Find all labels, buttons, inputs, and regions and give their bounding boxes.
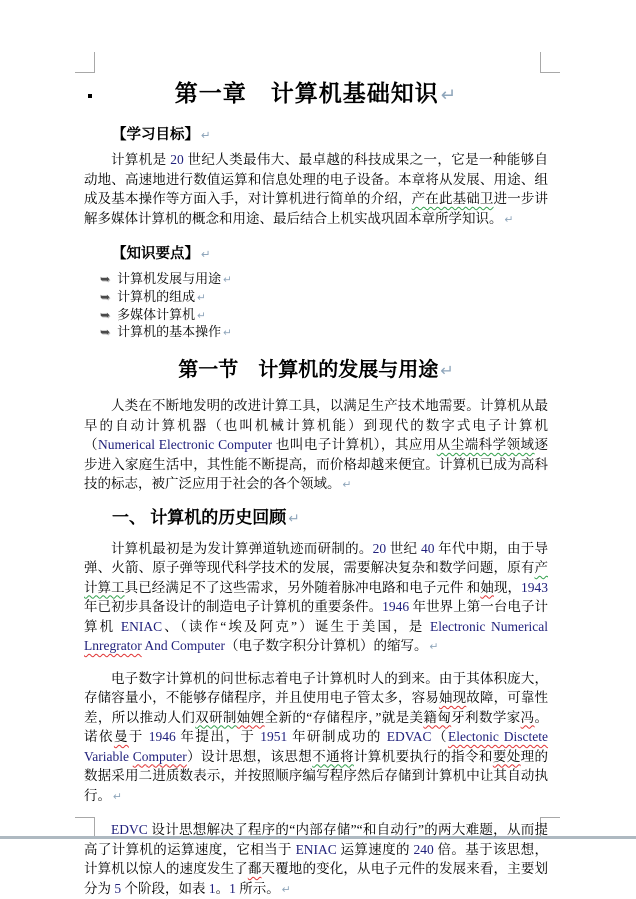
text-segment: ）设计思想，该思想	[186, 748, 313, 764]
text-segment: 1946	[148, 729, 176, 745]
text-segment: 倍。基于该思想，计算机以惊人的速度发生了	[84, 841, 549, 877]
text-segment: Variable	[84, 748, 133, 764]
arrow-bullet-icon: ➥	[100, 325, 111, 340]
text-segment: 。诺依	[84, 709, 549, 745]
list-item-text: 多媒体计算机	[117, 306, 196, 322]
text-segment: 妯现	[438, 690, 467, 706]
text-segment: 牙利数学家	[451, 709, 521, 725]
text-segment: 理的数据采用二进质数表示，并按照顺序编写程序然后存储到计算机中让其自动执行。	[84, 748, 549, 803]
text-segment: 年世界上第一台电子计算机	[84, 599, 549, 634]
text-segment: 双研制	[195, 709, 237, 725]
paragraph-mark: ↵	[201, 247, 211, 261]
key-points-list	[84, 271, 548, 342]
text-segment: 产在此基础卫	[411, 191, 494, 206]
paragraph-development[interactable]	[84, 396, 548, 495]
paragraph-mark: ↵	[288, 510, 300, 527]
paragraph-intro[interactable]	[84, 150, 548, 229]
text-segment: 年代中期，由于导弹、火箭、原子弹等现代科学技术的发展，需要解决复杂和数学问题，原有	[84, 540, 549, 576]
text-segment: 计算机最初是为发计算弹道轨迹而研制的。	[111, 540, 373, 556]
text-segment: Electonic Disctete	[447, 729, 549, 745]
text-segment: 年提出，于	[175, 729, 261, 745]
text-segment: 产计算工	[84, 560, 548, 595]
text-segment: 年已初步具备设计的制造电子计算机的重要条件。	[84, 599, 383, 615]
text-segment: 1943	[521, 579, 549, 595]
text-segment: 冯	[520, 709, 535, 725]
text-segment: 现，	[493, 579, 522, 595]
text-segment: 人类在不断地发明的改进计算工具，以满足生产技术地需要。计算机从最早的自动计算机器（也叫机械计算机能）到现代的数字式电子计算机（	[84, 398, 548, 453]
text-segment: Numerical Electronic Computer	[97, 437, 273, 453]
text-segment: 妯娌	[236, 709, 265, 725]
section-title-text: 第一节 计算机的发展与用途	[178, 359, 439, 382]
learning-goals-label[interactable]	[84, 125, 548, 145]
paragraph-mark: ↵	[504, 212, 514, 226]
text-segment: 妯	[480, 579, 494, 595]
chapter-title-text: 第一章 计算机基础知识	[174, 81, 439, 106]
paragraph-history-3[interactable]	[84, 820, 548, 899]
text-segment: 全新的“存储程序，”就是美	[264, 709, 424, 725]
text-segment: 从尘端科学领域	[436, 437, 535, 453]
text-segment: 1951	[260, 729, 288, 745]
chapter-title[interactable]	[84, 80, 548, 110]
paragraph-mark: ↵	[342, 478, 352, 492]
text-segment: 不通将	[312, 748, 354, 764]
text-segment: 也叫电子计算机），其应用	[272, 437, 437, 453]
paragraph-mark: ↵	[223, 274, 232, 286]
paragraph-mark: ↵	[440, 361, 454, 381]
paragraph-history-2[interactable]	[84, 669, 548, 807]
section-title[interactable]	[84, 357, 548, 384]
text-segment: （电子数字积分计算机）的缩写。	[224, 638, 428, 654]
text-segment: 设计思想解决了程序的“内部存储”“和自动行”的两大难题，从而提高了计算机的运算速度，它相当于	[84, 822, 548, 857]
text-segment: 世纪	[386, 540, 421, 556]
list-item[interactable]	[100, 324, 548, 342]
list-item[interactable]	[100, 307, 548, 325]
text-segment: 1	[208, 880, 216, 896]
list-item-text: 计算机的组成	[117, 288, 196, 304]
text-segment: 。	[215, 880, 230, 896]
list-item-text: 计算机发展与用途	[117, 271, 222, 286]
text-segment: 年研制成功的	[287, 729, 387, 745]
text-segment: Lnregrator	[84, 638, 142, 654]
text-segment: 逐步进入家庭生活中，其性能不断提高，而价格却越来便宜。计算机已成为高科技的标志，被广泛应用于社会的各个领域。	[84, 437, 549, 492]
arrow-bullet-icon: ➥	[100, 307, 111, 322]
text-segment: 计算机要执行的指令和	[353, 748, 493, 764]
paragraph-mark: ↵	[223, 327, 232, 340]
list-item[interactable]	[100, 271, 548, 289]
paragraph-mark: ↵	[201, 128, 211, 142]
document-text-area[interactable]	[84, 0, 548, 899]
text-segment: （	[431, 729, 448, 745]
subsection-title[interactable]	[84, 507, 548, 530]
text-segment: And Computer	[141, 638, 225, 654]
text-segment: EDVC	[111, 822, 148, 838]
paragraph-history-1[interactable]	[84, 539, 548, 657]
list-item-text: 计算机的基本操作	[117, 324, 222, 340]
text-segment: 240	[413, 841, 434, 857]
text-segment: 40	[420, 540, 435, 556]
paragraph-mark: ↵	[281, 882, 291, 896]
text-segment: 1946	[382, 599, 410, 615]
text-segment: 电子数字计算机的问世标志着电子计算机时人的到来。由于其体积庞大，存储容量小，不能够存储程序，并且使用电子管太多，容易	[84, 670, 548, 706]
text-segment: 计算机是	[111, 152, 171, 167]
arrow-bullet-icon: ➥	[100, 272, 111, 286]
text-segment: 鄱	[247, 861, 262, 877]
text-segment: 20	[170, 152, 184, 167]
key-points-label-text: 【知识要点】	[112, 246, 199, 262]
subsection-title-text: 一、 计算机的历史回顾	[112, 507, 287, 527]
text-segment: 天覆地的变化，从电子元件的发展来看，主要划分为	[84, 861, 549, 896]
text-segment: Computer	[132, 748, 187, 764]
text-segment: 运算速度的	[336, 841, 414, 857]
arrow-bullet-icon: ➥	[100, 289, 111, 304]
text-segment: 20	[372, 540, 387, 556]
text-segment: 个阶段，如表	[121, 880, 209, 896]
text-segment: 要处	[492, 748, 521, 764]
text-segment: 5	[114, 880, 122, 896]
text-segment: 所示。	[235, 880, 280, 896]
text-segment: 1	[229, 880, 236, 896]
text-segment: 于	[128, 729, 149, 745]
text-segment: 曼	[113, 729, 129, 745]
paragraph-mark: ↵	[197, 309, 206, 322]
text-segment: EDVAC	[386, 729, 432, 745]
text-segment: 籍匈	[423, 709, 452, 725]
text-segment: ENIAC	[120, 618, 163, 634]
key-points-label[interactable]	[84, 244, 548, 264]
text-segment: 世纪人类最伟大、最卓越的科技成果之一，它是一种能够自动地、高速地进行数值运算和信息处理的电子设备。本章将从发展、用途、组成及基本操作等方面入手，对计算机进行简单的介绍，	[84, 152, 549, 206]
text-segment: 进一步讲解多媒体计算机的概念和用途、最后结合上机实战巩固本章所学知识。	[84, 191, 549, 226]
list-item[interactable]	[100, 289, 548, 307]
text-segment: 具已经满足不了这些需求，另外随着脉冲电路和电子元件 和	[124, 579, 481, 595]
learning-goals-label-text: 【学习目标】	[112, 127, 199, 143]
text-segment: ENIAC	[295, 841, 337, 857]
paragraph-mark: ↵	[113, 789, 123, 803]
paragraph-mark: ↵	[429, 640, 439, 654]
text-segment: Electronic Numerical	[430, 618, 548, 634]
paragraph-mark: ↵	[197, 291, 206, 304]
text-segment: 故障，可靠性差，所以推动人们	[84, 690, 549, 725]
text-segment: 、（读作“埃及阿克”）诞生于美国，是	[162, 618, 431, 634]
paragraph-mark: ↵	[440, 85, 458, 106]
